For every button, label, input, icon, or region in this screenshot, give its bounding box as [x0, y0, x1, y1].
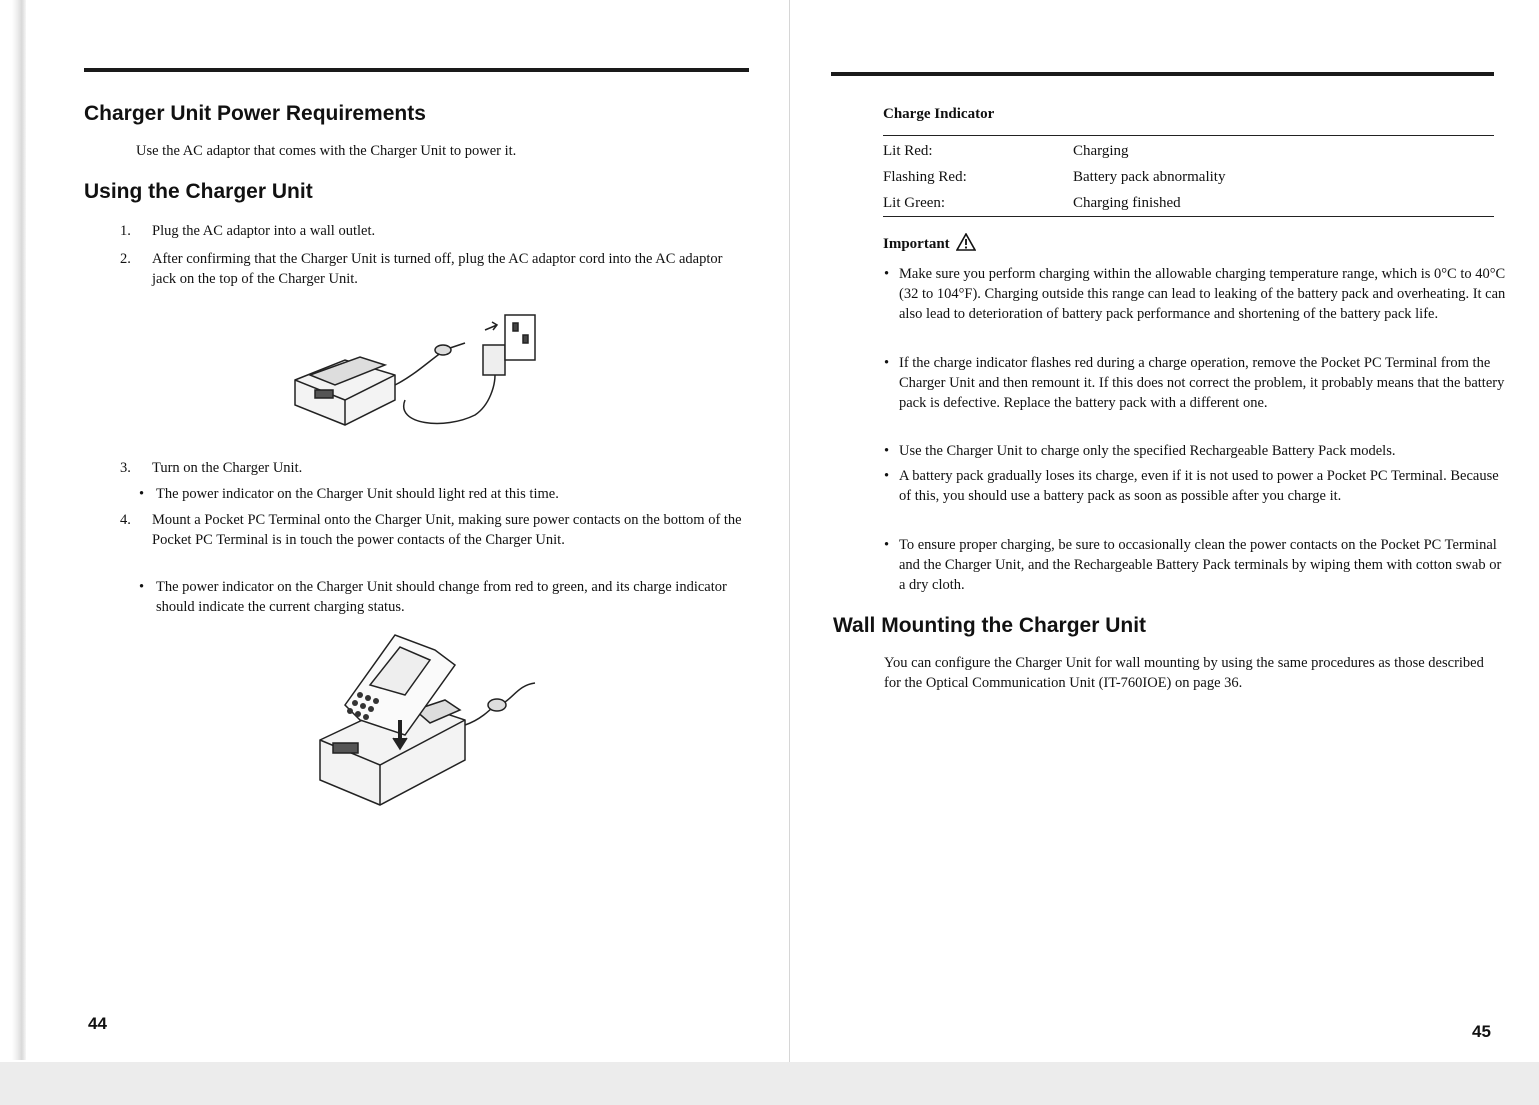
bullet-dot-icon: •: [884, 443, 890, 459]
indicator-meaning: Charging: [1073, 142, 1129, 159]
indicator-state: Lit Red:: [883, 142, 933, 159]
warning-triangle-icon: [956, 233, 976, 251]
top-rule: [84, 68, 749, 72]
heading-using-charger: Using the Charger Unit: [84, 180, 313, 203]
bullet-dot-icon: •: [139, 486, 145, 502]
step-text: Plug the AC adaptor into a wall outlet.: [152, 223, 376, 239]
indicator-state: Flashing Red:: [883, 168, 967, 185]
step-text: After confirming that the Charger Unit is turned off, plug the AC adaptor cord into the AC adaptor jack on the top of the Charger Unit.: [152, 251, 723, 287]
heading-power-requirements: Charger Unit Power Requirements: [84, 102, 426, 125]
left-page: [0, 0, 789, 1062]
page-number-left: 44: [88, 1014, 107, 1033]
table-row: [883, 190, 1494, 216]
important-bullet-temperature: • Make sure you perform charging within the allowable charging temperature range, which is 0°C to 40°C (32 to 104°F). Charging outside this range can lead to leaking of the battery pack and overheating. It can also lead to deterioration of battery pack performance and shortening of the battery pack life.: [884, 266, 1506, 322]
step-text: Turn on the Charger Unit.: [152, 460, 303, 476]
top-rule-right: [831, 72, 1494, 76]
page-number-right: 45: [1472, 1022, 1491, 1041]
table-row: [883, 138, 1494, 164]
bullet-dot-icon: •: [884, 537, 890, 553]
indicator-meaning: Charging finished: [1073, 194, 1181, 211]
bullet-dot-icon: •: [884, 468, 890, 484]
indicator-state: Lit Green:: [883, 194, 946, 211]
indicator-meaning: Battery pack abnormality: [1073, 168, 1226, 185]
step-4: [120, 510, 746, 550]
intro-paragraph: Use the AC adaptor that comes with the Charger Unit to power it.: [136, 143, 517, 159]
step-number: 1.: [120, 223, 131, 239]
table-bottom-rule: [883, 216, 1494, 217]
important-bullet-self-discharge: • A battery pack gradually loses its charge, even if it is not used to power a Pocket PC Terminal. Because of this, you should use a battery pack as soon as possible after you charge it.: [884, 468, 1499, 504]
step-text: Mount a Pocket PC Terminal onto the Charger Unit, making sure power contacts on the bottom of the Pocket PC Terminal is in touch the power contacts of the Charger Unit.: [152, 512, 742, 548]
wall-mounting-paragraph: You can configure the Charger Unit for wall mounting by using the same procedures as those described for the Optical Communication Unit (IT-760IOE) on page 36.: [884, 655, 1484, 691]
table-row: [883, 164, 1494, 190]
step-number: 4.: [120, 512, 131, 528]
heading-wall-mounting: Wall Mounting the Charger Unit: [833, 614, 1147, 637]
bullet-power-red: • The power indicator on the Charger Unit should light red at this time.: [139, 486, 559, 502]
bullet-power-green: • The power indicator on the Charger Unit should change from red to green, and its charge indicator should indicate the current charging status.: [139, 579, 727, 615]
terminal-mounting-illustration: [305, 625, 545, 815]
step-2: [120, 249, 746, 289]
important-bullet-models: • Use the Charger Unit to charge only the specified Rechargeable Battery Pack models.: [884, 443, 1396, 459]
table-top-rule: [883, 135, 1494, 136]
charger-adaptor-illustration: [285, 305, 545, 440]
scan-bottom-edge: [0, 1062, 1539, 1105]
step-1: [120, 221, 746, 241]
important-bullet-cleaning: • To ensure proper charging, be sure to occasionally clean the power contacts on the Pocket PC Terminal and the Charger Unit, and the Rechargeable Battery Pack terminals by wiping them with cotton swab or a dry cloth.: [884, 537, 1502, 593]
step-3: [120, 458, 746, 478]
charge-indicator-table: [883, 138, 1494, 216]
step-number: 3.: [120, 460, 131, 476]
bullet-dot-icon: •: [139, 579, 145, 595]
important-bullet-flashing: • If the charge indicator flashes red during a charge operation, remove the Pocket PC Terminal from the Charger Unit and then remount it. If this does not correct the problem, it probably means that the battery pack is defective. Replace the battery pack with a different one.: [884, 355, 1505, 411]
bullet-dot-icon: •: [884, 266, 890, 282]
step-number: 2.: [120, 251, 131, 267]
important-label: Important: [883, 233, 976, 253]
charge-indicator-title: Charge Indicator: [883, 106, 995, 122]
bullet-dot-icon: •: [884, 355, 890, 371]
